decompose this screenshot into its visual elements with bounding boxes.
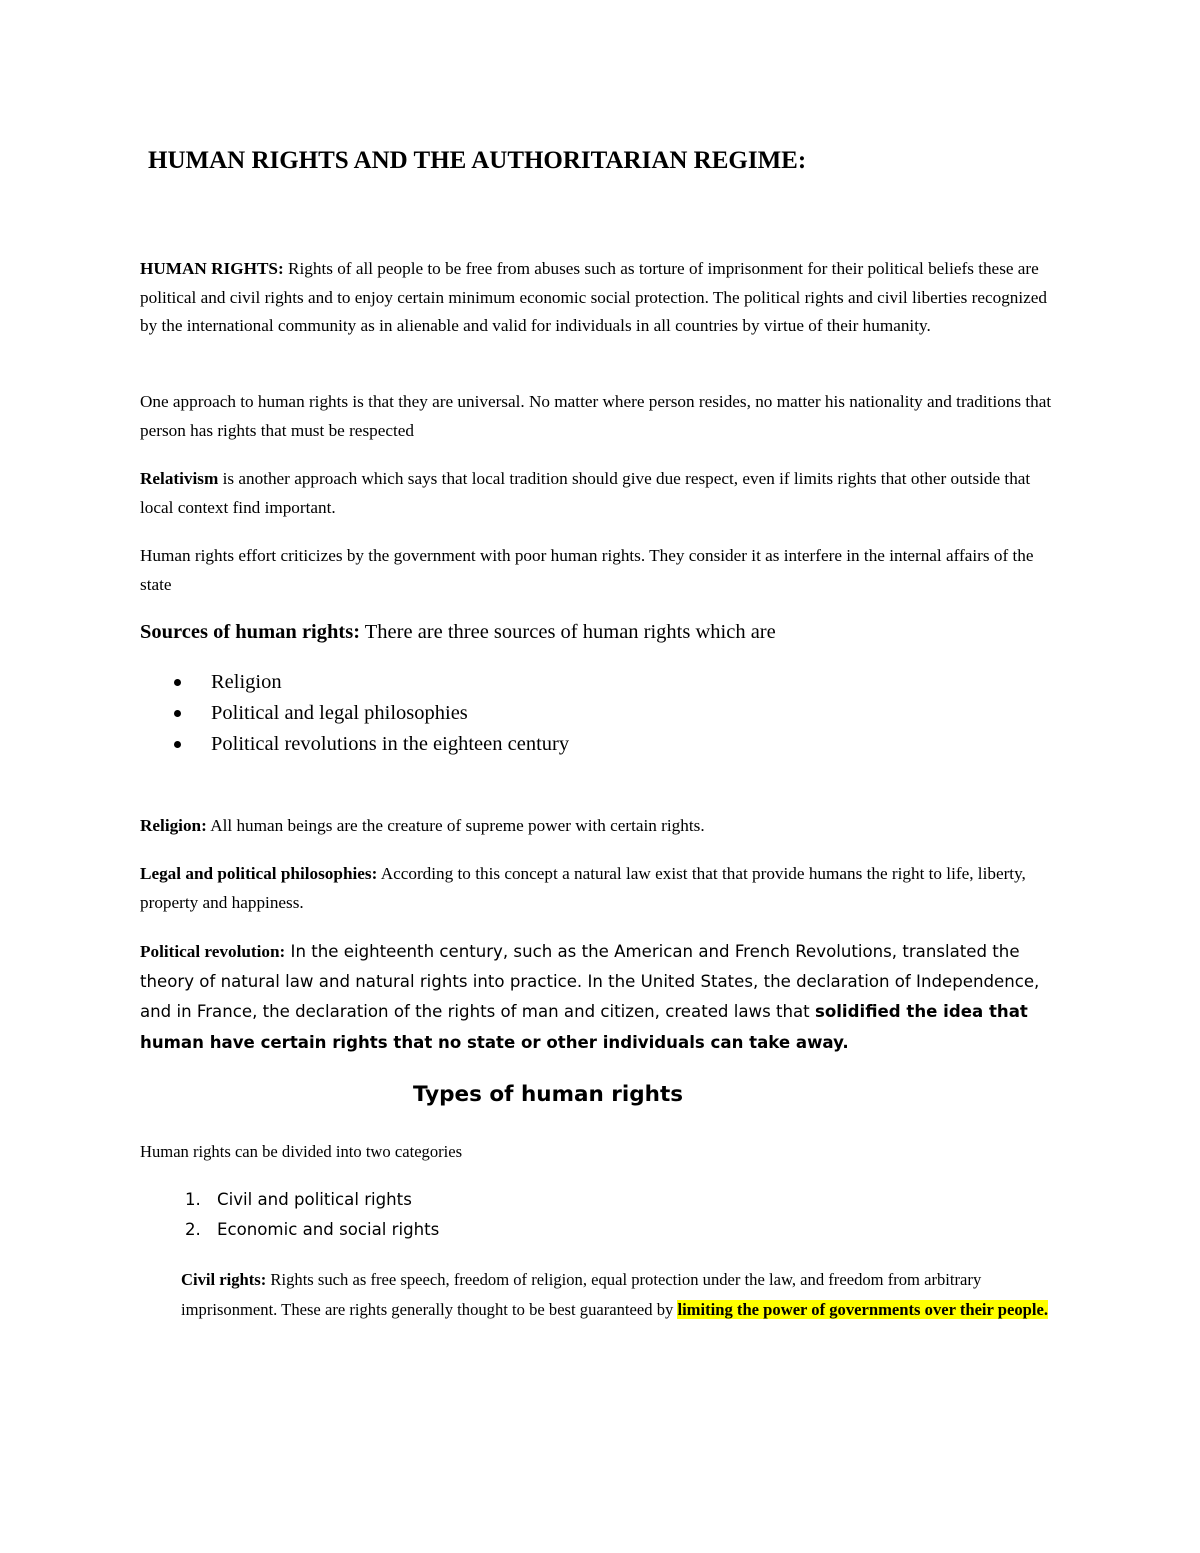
political-revolution-text: In the eighteenth century, such as the American and French Revolutions, translated the theory of natural law and natural rights into practice. In the United States, the declaration of Independence, and in France, the declaration of the rights of man and citizen, created laws that bbox=[140, 942, 1040, 1022]
list-item: Religion bbox=[140, 667, 1040, 698]
list-item: 2. Economic and social rights bbox=[185, 1220, 440, 1239]
civil-rights-paragraph bbox=[181, 1265, 1061, 1325]
sources-heading bbox=[140, 616, 1060, 648]
bullet-icon bbox=[174, 741, 181, 748]
legal-political-paragraph bbox=[140, 860, 1060, 917]
list-item: 1. Civil and political rights bbox=[185, 1190, 412, 1209]
criticism-paragraph: Human rights effort criticizes by the government with poor human rights. They consider it as interfere in the internal affairs of the state bbox=[140, 546, 1034, 594]
religion-label: Religion: bbox=[140, 816, 207, 835]
political-revolution-paragraph bbox=[140, 937, 1070, 1058]
document-title: HUMAN RIGHTS AND THE AUTHORITARIAN REGIME: bbox=[148, 147, 807, 174]
civil-rights-text: Rights such as free speech, freedom of religion, equal protection under the law, and freedom from arbitrary imprisonment. These are rights generally thought to be best guaranteed by bbox=[181, 1270, 982, 1320]
human-rights-label: HUMAN RIGHTS: bbox=[140, 259, 284, 278]
human-rights-definition bbox=[140, 255, 1060, 341]
bullet-icon bbox=[174, 679, 181, 686]
relativism-label: Relativism bbox=[140, 469, 219, 488]
political-revolution-bold-tail: solidified the idea that human have certain rights that no state or other individuals can take away. bbox=[140, 1002, 1028, 1052]
sources-text: There are three sources of human rights which are bbox=[360, 621, 776, 643]
sources-label: Sources of human rights: bbox=[140, 621, 361, 643]
religion-paragraph bbox=[140, 812, 1060, 841]
types-intro: Human rights can be divided into two categories bbox=[140, 1142, 463, 1161]
highlighted-text: limiting the power of governments over their people. bbox=[677, 1300, 1049, 1320]
types-list bbox=[140, 1185, 940, 1245]
legal-political-text: According to this concept a natural law exist that that provide humans the right to life, liberty, property and happiness. bbox=[140, 864, 1026, 912]
universal-approach-paragraph: One approach to human rights is that they are universal. No matter where person resides, no matter his nationality and traditions that person has rights that must be respected bbox=[140, 392, 1052, 440]
bullet-icon bbox=[174, 710, 181, 717]
civil-rights-label: Civil rights: bbox=[181, 1270, 267, 1289]
legal-political-label: Legal and political philosophies: bbox=[140, 864, 378, 883]
list-item: Political and legal philosophies bbox=[140, 698, 1040, 729]
types-heading: Types of human rights bbox=[412, 1082, 684, 1107]
list-item: Political revolutions in the eighteen century bbox=[140, 729, 1040, 760]
human-rights-text: Rights of all people to be free from abuses such as torture of imprisonment for their political beliefs these are political and civil rights and to enjoy certain minimum economic social protection. The political rights and civil liberties recognized by the international community as in alienable and valid for individuals in all countries by virtue of their humanity. bbox=[140, 259, 1048, 335]
relativism-paragraph bbox=[140, 465, 1060, 522]
religion-text: All human beings are the creature of supreme power with certain rights. bbox=[206, 816, 705, 835]
political-revolution-label: Political revolution: bbox=[140, 942, 286, 961]
relativism-text: is another approach which says that local tradition should give due respect, even if limits rights that other outside that local context find important. bbox=[140, 469, 1031, 517]
sources-list bbox=[140, 667, 1040, 760]
